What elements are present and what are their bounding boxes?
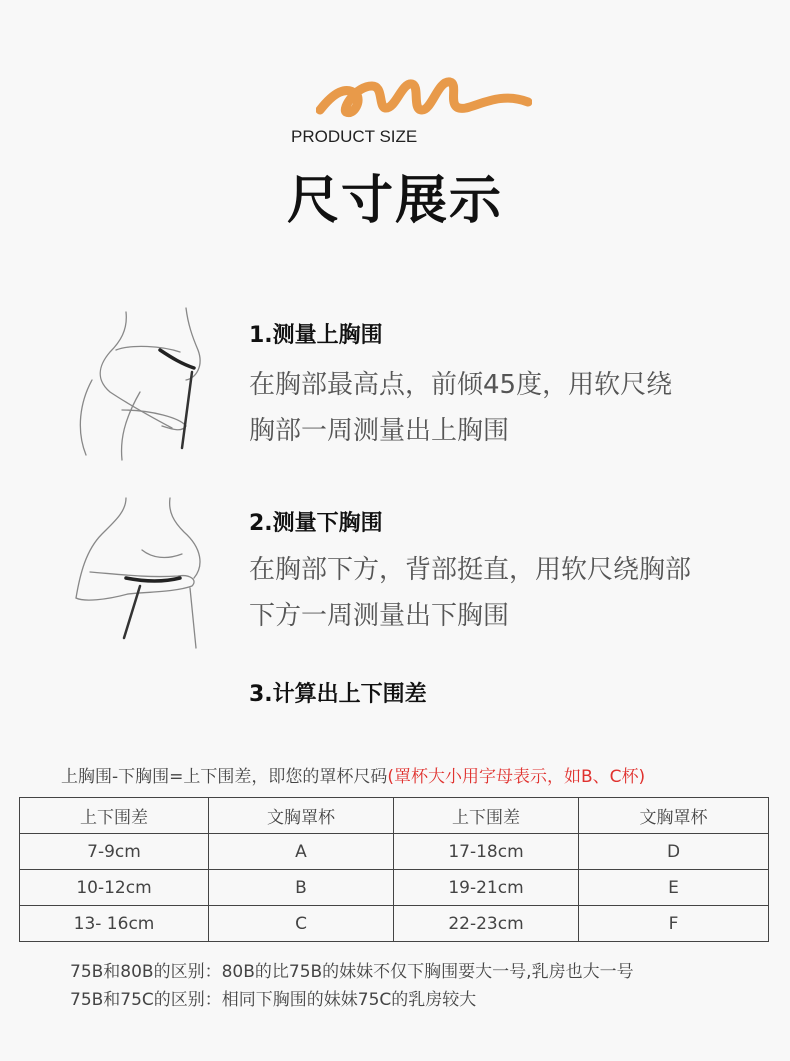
formula-highlight: (罩杯大小用字母表示，如B、C杯) xyxy=(387,767,646,787)
measure-upper-bust-illustration xyxy=(62,280,232,465)
table-cell: 10-12cm xyxy=(20,870,209,906)
table-cell: 17-18cm xyxy=(394,834,579,870)
table-cell: 22-23cm xyxy=(394,906,579,942)
note-75b-vs-75c: 75B和75C的区别：相同下胸围的妹妹75C的乳房较大 xyxy=(70,990,477,1010)
table-cell: 13- 16cm xyxy=(20,906,209,942)
step2-desc-line1: 在胸部下方，背部挺直，用软尺绕胸部 xyxy=(249,555,692,585)
brand-logo xyxy=(316,72,532,126)
step3-title: 3.计算出上下围差 xyxy=(249,682,427,707)
table-cell: 19-21cm xyxy=(394,870,579,906)
column-header: 文胸罩杯 xyxy=(209,798,394,834)
table-cell: A xyxy=(209,834,394,870)
brand-subtitle: PRODUCT SIZE xyxy=(291,127,418,146)
table-header-row xyxy=(20,798,769,834)
cup-size-formula xyxy=(61,762,645,787)
table-cell: F xyxy=(579,906,769,942)
formula-text: 上胸围-下胸围=上下围差，即您的罩杯尺码 xyxy=(61,767,388,787)
table-cell: B xyxy=(209,870,394,906)
table-cell: D xyxy=(579,834,769,870)
step1-description xyxy=(249,362,769,454)
table-row xyxy=(20,870,769,906)
table-row xyxy=(20,906,769,942)
table-cell: 7-9cm xyxy=(20,834,209,870)
step2-description xyxy=(249,547,769,639)
table-cell: E xyxy=(579,870,769,906)
step1-title: 1.测量上胸围 xyxy=(249,323,383,348)
note-75b-vs-80b: 75B和80B的区别：80B的比75B的妹妹不仅下胸围要大一号,乳房也大一号 xyxy=(70,962,634,982)
measure-under-bust-illustration xyxy=(56,478,226,668)
step2-desc-line2: 下方一周测量出下胸围 xyxy=(249,601,510,631)
step2-title: 2.测量下胸围 xyxy=(249,511,383,536)
cup-size-table xyxy=(19,797,769,942)
column-header: 文胸罩杯 xyxy=(579,798,769,834)
table-cell: C xyxy=(209,906,394,942)
page-title: 尺寸展示 xyxy=(286,171,503,231)
step1-desc-line1: 在胸部最高点，前倾45度，用软尺绕 xyxy=(249,370,673,400)
table-row xyxy=(20,834,769,870)
step1-desc-line2: 胸部一周测量出上胸围 xyxy=(249,416,510,446)
column-header: 上下围差 xyxy=(20,798,209,834)
column-header: 上下围差 xyxy=(394,798,579,834)
